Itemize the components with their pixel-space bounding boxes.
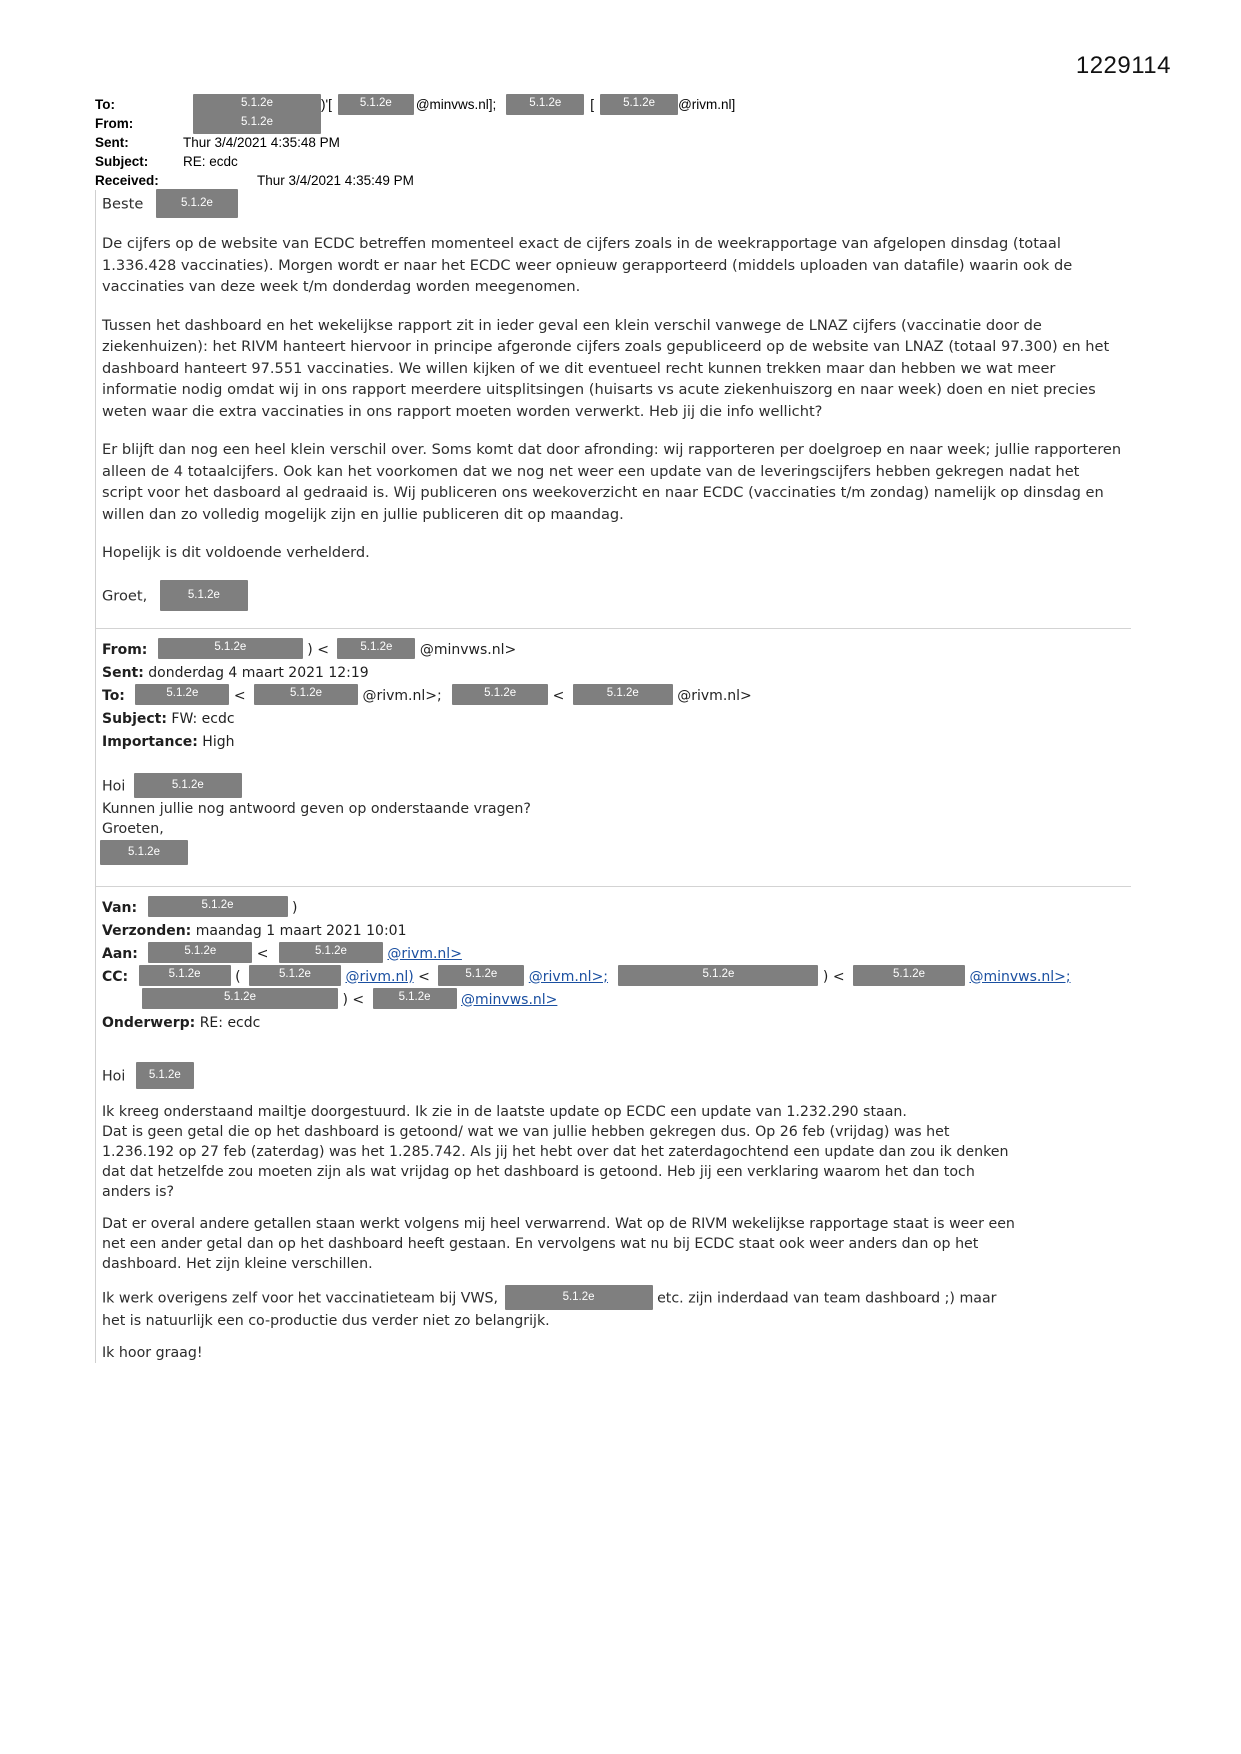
sent-value: Thur 3/4/2021 4:35:48 PM xyxy=(183,135,340,150)
subject-label: Subject: xyxy=(95,154,149,169)
onderwerp-value: RE: ecdc xyxy=(199,1014,261,1031)
q2-p3-pre: Ik werk overigens zelf voor het vaccinatieteam bij VWS, xyxy=(102,1290,499,1306)
paragraph-1: De cijfers op de website van ECDC betreffen momenteel exact de cijfers zoals in de weekrapportage van afgelopen dinsdag (totaal 1.336.428 vaccinaties). Morgen wordt er naar het ECDC weer opnieuw gerapporteerd (middels uploaden van datafile) waarin ook de vaccinaties van deze week t/m donderdag worden meegenomen. xyxy=(102,235,1073,295)
signoff-text: Groet, xyxy=(102,587,148,604)
redaction-box: 5.1.2e xyxy=(452,684,548,705)
q1-row-importance xyxy=(96,731,1155,754)
subject-value: RE: ecdc xyxy=(183,154,238,169)
q2-row-onderwerp xyxy=(96,1012,1155,1035)
q1-row-to xyxy=(96,685,1155,708)
q1-greeting xyxy=(96,774,1155,799)
to-lt-1: < xyxy=(233,687,246,704)
cc-domain-1[interactable]: @rivm.nl) xyxy=(345,968,414,985)
cc-lt-1: < xyxy=(418,968,430,985)
paragraph-3: Er blijft dan nog een heel klein verschil over. Soms komt dat door afronding: wij rapporteren per doelgroep en naar week; jullie rapporteren alleen de 4 totaalcijfers. Ook kan het voorkomen dat we nog net weer een update van de leveringscijfers hebben gekregen nadat het script voor het dasboard al gedraaid is. Wij publiceren ons weekoverzicht en naar ECDC (vaccinaties t/m zondag) namelijk op dinsdag en willen dan zo volledig mogelijk zijn en jullie publiceren dit op maandag. xyxy=(102,441,1122,523)
to-text-4: @rivm.nl] xyxy=(678,97,736,112)
redaction-box: 5.1.2e xyxy=(158,638,303,659)
header-row-sent xyxy=(95,133,1155,152)
q2-p3-post: etc. zijn inderdaad van team dashboard ;) maar xyxy=(657,1290,997,1306)
q2-p2-line-3: dashboard. Het zijn kleine verschillen. xyxy=(102,1255,373,1272)
q1-line-2: Groeten, xyxy=(102,820,164,837)
van-tail: ) xyxy=(292,899,298,916)
from-domain: @minvws.nl> xyxy=(419,641,517,658)
signoff-line xyxy=(96,581,1122,612)
cc-paren: ( xyxy=(235,968,241,985)
redaction-box: 5.1.2e xyxy=(134,773,242,798)
redaction-box: 5.1.2e xyxy=(100,840,188,865)
paragraph-4: Hopelijk is dit voldoende verhelderd. xyxy=(102,544,370,561)
aan-label: Aan: xyxy=(102,945,138,962)
message-quoted-2 xyxy=(96,897,1155,1363)
greeting-text: Beste xyxy=(102,195,144,213)
q2-row-cc xyxy=(96,966,1155,989)
greeting-text: Hoi xyxy=(102,778,126,794)
divider xyxy=(96,628,1131,629)
to-text-1: )'[ xyxy=(321,97,332,112)
q2-row-verzonden xyxy=(96,920,1155,943)
q1-line-1: Kunnen jullie nog antwoord geven op onderstaande vragen? xyxy=(102,800,531,817)
subject-value: FW: ecdc xyxy=(171,710,235,727)
to-label: To: xyxy=(95,97,115,112)
message-quoted-1 xyxy=(96,639,1155,866)
from-label: From: xyxy=(95,116,134,131)
paragraph-2: Tussen het dashboard en het wekelijkse rapport zit in ieder geval een klein verschil vanwege de LNAZ cijfers (vaccinatie door de ziekenhuizen): het RIVM hanteert hiervoor in principe afgeronde cijfers zoals gepubliceerd op de website van LNAZ (totaal 97.300) en het dashboard hanteert 97.551 vaccinaties. We willen kijken of we dit eventueel recht kunnen trekken maar dan hebben we wat meer informatie nodig omdat wij in ons rapport meerdere uitsplitsingen (huisarts vs acute ziekenhuiszorg en naar week) doen en niet precies weten waar die extra vaccinaties in ons rapport moeten worden verwerkt. Heb jij die info wellicht? xyxy=(102,316,1110,420)
q2-p1-line-3: 1.236.192 op 27 feb (zaterdag) was het 1.285.742. Als jij het hebt over dat het zaterdagochtend een update dan zou ik denken xyxy=(102,1143,1009,1160)
sent-label: Sent: xyxy=(95,135,129,150)
redaction-box: 5.1.2e xyxy=(148,896,288,917)
cc-domain-2[interactable]: @rivm.nl>; xyxy=(528,968,609,985)
q2-p2-line-1: Dat er overal andere getallen staan werkt volgens mij heel verwarrend. Wat op de RIVM wekelijkse rapportage staat is weer een xyxy=(102,1215,1015,1232)
redaction-box: 5.1.2e xyxy=(337,638,415,659)
q1-signature-redaction-row xyxy=(96,841,1155,866)
greeting-text: Hoi xyxy=(102,1068,126,1084)
van-label: Van: xyxy=(102,899,138,916)
q2-p3-line-1 xyxy=(96,1286,1155,1311)
received-label: Received: xyxy=(95,173,159,188)
header-row-subject xyxy=(95,152,1155,171)
q2-p1-line-5: anders is? xyxy=(102,1183,175,1200)
email-header xyxy=(95,95,1155,190)
header-row-from xyxy=(95,114,1155,133)
sent-value: donderdag 4 maart 2021 12:19 xyxy=(148,664,369,681)
redaction-box: 5.1.2e xyxy=(600,94,678,115)
q1-row-from xyxy=(96,639,1155,662)
header-row-received xyxy=(95,171,1155,190)
aan-lt: < xyxy=(256,945,269,962)
q2-row-aan xyxy=(96,943,1155,966)
header-row-to xyxy=(95,95,1155,114)
redaction-box: 5.1.2e xyxy=(438,965,524,986)
aan-domain[interactable]: @rivm.nl> xyxy=(387,945,462,962)
redaction-box: 5.1.2e xyxy=(279,942,383,963)
importance-value: High xyxy=(202,733,235,750)
redaction-box: 5.1.2e xyxy=(505,1285,653,1310)
redaction-box: 5.1.2e xyxy=(142,988,338,1009)
to-text-2: @minvws.nl]; xyxy=(415,97,497,112)
redaction-box: 5.1.2e xyxy=(853,965,965,986)
document-number: 1229114 xyxy=(1075,52,1171,79)
q1-row-subject xyxy=(96,708,1155,731)
redaction-box: 5.1.2e xyxy=(136,1062,194,1089)
to-lt-2: < xyxy=(552,687,565,704)
divider xyxy=(96,886,1131,887)
redaction-box: 5.1.2e xyxy=(338,94,414,115)
from-label: From: xyxy=(102,641,148,658)
cc-domain-4[interactable]: @minvws.nl> xyxy=(461,991,558,1008)
greeting-line xyxy=(96,190,1122,219)
to-domain-2: @rivm.nl> xyxy=(677,687,752,704)
q2-greeting xyxy=(96,1063,1155,1090)
redaction-box: 5.1.2e xyxy=(135,684,229,705)
q2-p2-line-2: net een ander getal dan op het dashboard heeft gestaan. En vervolgens wat nu bij ECDC staat ook weer anders dan op het xyxy=(102,1235,979,1252)
redaction-box: 5.1.2e xyxy=(506,94,584,115)
q1-row-sent xyxy=(96,662,1155,685)
q2-p1-line-4: dat dat hetzelfde zou moeten zijn als wat vrijdag op het dashboard is getoond. Heb jij een verklaring waarom het dan toch xyxy=(102,1163,975,1180)
redaction-box: 5.1.2e xyxy=(249,965,341,986)
redaction-box: 5.1.2e xyxy=(573,684,673,705)
redaction-box: 5.1.2e xyxy=(254,684,358,705)
redaction-box: 5.1.2e xyxy=(193,113,321,134)
cc-tail-2: ) < xyxy=(342,991,365,1008)
q2-row-van xyxy=(96,897,1155,920)
message-latest xyxy=(95,190,1155,1363)
subject-label: Subject: xyxy=(102,710,167,727)
cc-label: CC: xyxy=(102,968,129,985)
cc-tail-1: ) < xyxy=(822,968,845,985)
q2-p4: Ik hoor graag! xyxy=(102,1344,203,1361)
cc-domain-3[interactable]: @minvws.nl>; xyxy=(969,968,1071,985)
redaction-box: 5.1.2e xyxy=(373,988,457,1009)
to-label: To: xyxy=(102,687,125,704)
from-tail: ) < xyxy=(307,641,329,658)
redaction-box: 5.1.2e xyxy=(139,965,231,986)
to-text-3: [ xyxy=(590,97,595,112)
received-value: Thur 3/4/2021 4:35:49 PM xyxy=(257,173,414,188)
redaction-box: 5.1.2e xyxy=(193,94,321,115)
to-domain-1: @rivm.nl>; xyxy=(362,687,442,704)
verzonden-value: maandag 1 maart 2021 10:01 xyxy=(195,922,407,939)
importance-label: Importance: xyxy=(102,733,198,750)
redaction-box: 5.1.2e xyxy=(148,942,252,963)
redaction-box: 5.1.2e xyxy=(160,580,248,611)
q2-p1-line-1: Ik kreeg onderstaand mailtje doorgestuurd. Ik zie in de laatste update op ECDC een update van 1.232.290 staan. xyxy=(102,1103,907,1120)
sent-label: Sent: xyxy=(102,664,144,681)
redaction-box: 5.1.2e xyxy=(618,965,818,986)
email-body xyxy=(95,190,1155,1363)
verzonden-label: Verzonden: xyxy=(102,922,192,939)
q2-p3-line-2: het is natuurlijk een co-productie dus verder niet zo belangrijk. xyxy=(102,1312,550,1329)
q2-row-cc-cont xyxy=(96,989,1155,1012)
onderwerp-label: Onderwerp: xyxy=(102,1014,196,1031)
q2-p1-line-2: Dat is geen getal die op het dashboard is getoond/ wat we van jullie hebben gekregen dus. Op 26 feb (vrijdag) was het xyxy=(102,1123,950,1140)
redaction-box: 5.1.2e xyxy=(156,189,238,218)
